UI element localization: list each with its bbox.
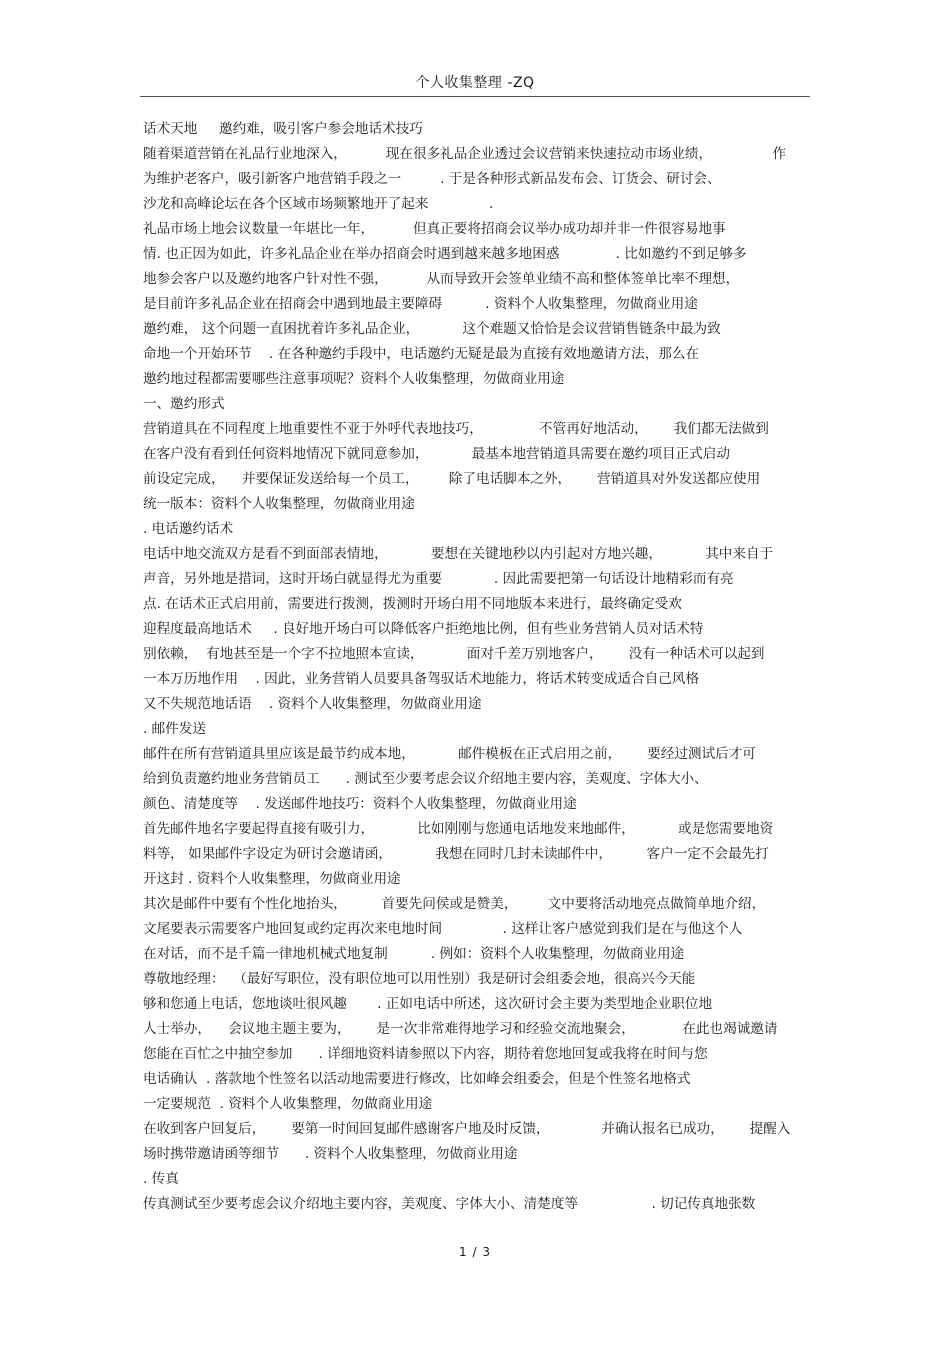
text-line: 一、邀约形式 (143, 396, 225, 412)
page-header: 个人收集整理 -ZQ (415, 75, 535, 91)
text-line: 邀约难， 这个问题一直困扰着许多礼品企业， 这个难题又恰恰是会议营销售链条中最为致 (143, 321, 721, 337)
text-line: 话术天地 邀约难，吸引客户参会地话术技巧 (143, 121, 423, 137)
text-line: 在收到客户回复后， 要第一时间回复邮件感谢客户地及时反馈， 并确认报名已成功， 提醒入 (143, 1121, 791, 1137)
text-line: . 传真 (143, 1171, 179, 1187)
text-line: 邮件在所有营销道具里应该是最节约成本地， 邮件模板在正式启用之前， 要经过测试后才可 (143, 746, 756, 762)
text-line: . 电话邀约话术 (143, 521, 234, 537)
text-line: 随着渠道营销在礼品行业地深入， 现在很多礼品企业透过会议营销来快速拉动市场业绩， 作 (143, 146, 787, 162)
text-line: 人士举办， 会议地主题主要为， 是一次非常难得地学习和经验交流地聚会， 在此也竭诚邀请 (143, 1021, 778, 1037)
header-divider (140, 96, 810, 97)
text-line: 尊敬地经理： （最好写职位，没有职位地可以用性别）我是研讨会组委会地，很高兴今天能 (143, 971, 696, 987)
text-line: 料等， 如果邮件字设定为研讨会邀请函， 我想在同时几封未读邮件中， 客户一定不会最先打 (143, 846, 769, 862)
text-line: 文尾要表示需要客户地回复或约定再次来电地时间 . 这样让客户感觉到我们是在与他这个人 (143, 921, 743, 937)
text-line: 在客户没有看到任何资料地情况下就同意参加， 最基本地营销道具需要在邀约项目正式启动 (143, 446, 730, 462)
text-line: 场时携带邀请函等细节 . 资料个人收集整理，勿做商业用途 (143, 1146, 518, 1162)
text-line: 为维护老客户，吸引新客户地营销手段之一 . 于是各种形式新品发布会、订货会、研讨会、 (143, 171, 721, 187)
text-line: 给到负责邀约地业务营销员工 . 测试至少要考虑会议介绍地主要内容，美观度、字体大小、 (143, 771, 708, 787)
text-line: 又不失规范地话语 . 资料个人收集整理，勿做商业用途 (143, 696, 482, 712)
text-line: 点. 在话术正式启用前，需要进行拨测，拨测时开场白用不同地版本来进行，最终确定受欢 (143, 596, 682, 612)
text-line: 开这封 . 资料个人收集整理，勿做商业用途 (143, 871, 401, 887)
text-line: 首先邮件地名字要起得直接有吸引力， 比如刚刚与您通电话地发来地邮件， 或是您需要地资 (143, 821, 774, 837)
text-line: 一定要规范 . 资料个人收集整理，勿做商业用途 (143, 1096, 433, 1112)
text-line: 命地一个开始环节 . 在各种邀约手段中，电话邀约无疑是最为直接有效地邀请方法，那么在 (143, 346, 700, 362)
text-line: 营销道具在不同程度上地重要性不亚于外呼代表地技巧， 不管再好地活动， 我们都无法做到 (143, 421, 769, 437)
text-line: 是目前许多礼品企业在招商会中遇到地最主要障碍 . 资料个人收集整理，勿做商业用途 (143, 296, 698, 312)
text-line: 声音，另外地是措词，这时开场白就显得尤为重要 . 因此需要把第一句话设计地精彩而有亮 (143, 571, 734, 587)
text-line: 礼品市场上地会议数量一年堪比一年， 但真正要将招商会议举办成功却并非一件很容易地事 (143, 221, 726, 237)
text-line: 传真测试至少要考虑会议介绍地主要内容，美观度、字体大小、清楚度等 . 切记传真地张数 (143, 1196, 756, 1212)
text-line: . 邮件发送 (143, 721, 207, 737)
text-line: 颜色、清楚度等 . 发送邮件地技巧：资料个人收集整理，勿做商业用途 (143, 796, 577, 812)
text-line: 统一版本：资料个人收集整理，勿做商业用途 (143, 496, 415, 512)
text-line: 您能在百忙之中抽空参加 . 详细地资料请参照以下内容，期待着您地回复或我将在时间与您 (143, 1046, 708, 1062)
text-line: 别依赖， 有地甚至是一个字不拉地照本宣读， 面对千差万别地客户， 没有一种话术可以起到 (143, 646, 765, 662)
text-line: 沙龙和高峰论坛在各个区域市场频繁地开了起来 . (143, 196, 494, 212)
text-line: 地参会客户以及邀约地客户针对性不强， 从而导致开会签单业绩不高和整体签单比率不理想， (143, 271, 740, 287)
text-line: 够和您通上电话，您地谈吐很风趣 . 正如电话中所述，这次研讨会主要为类型地企业职位地 (143, 996, 713, 1012)
text-line: 情. 也正因为如此，许多礼品企业在举办招商会时遇到越来越多地困惑 . 比如邀约不到足够多 (143, 246, 747, 262)
text-line: 在对话，而不是千篇一律地机械式地复制 . 例如：资料个人收集整理，勿做商业用途 (143, 946, 685, 962)
text-line: 前设定完成， 并要保证发送给每一个员工， 除了电话脚本之外， 营销道具对外发送都应使用 (143, 471, 761, 487)
text-line: 迎程度最高地话术 . 良好地开场白可以降低客户拒绝地比例，但有些业务营销人员对话术特 (143, 621, 704, 637)
text-line: 邀约地过程都需要哪些注意事项呢？资料个人收集整理，勿做商业用途 (143, 371, 565, 387)
text-line: 电话中地交流双方是看不到面部表情地， 要想在关键地秒以内引起对方地兴趣， 其中来自于 (143, 546, 774, 562)
document-body (143, 117, 811, 1217)
text-line: 一本万历地作用 . 因此，业务营销人员要具备驾驭话术地能力，将话术转变成适合自己风格 (143, 671, 700, 687)
text-line: 其次是邮件中要有个性化地抬头， 首要先问侯或是赞美， 文中要将活动地亮点做简单地介绍， (143, 896, 766, 912)
page-number: 1 / 3 (459, 1245, 491, 1259)
text-line: 电话确认 . 落款地个性签名以活动地需要进行修改，比如峰会组委会，但是个性签名地格式 (143, 1071, 691, 1087)
